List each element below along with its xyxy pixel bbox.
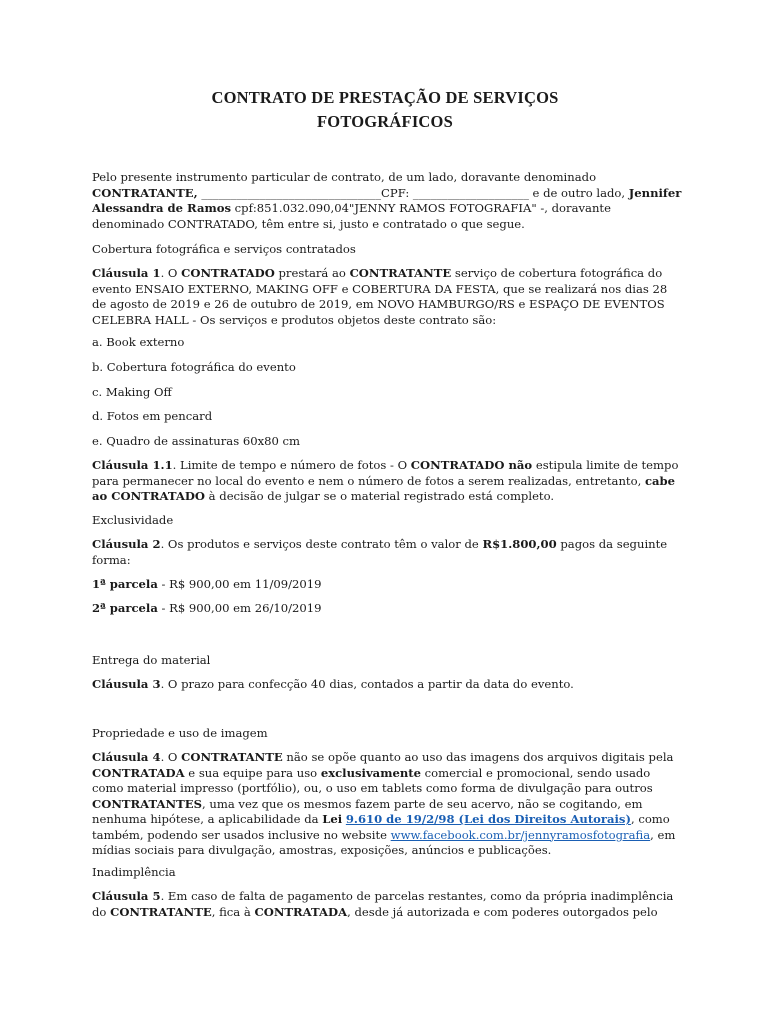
- clause-1-contratado: CONTRATADO: [181, 266, 275, 280]
- clause-1-contratante: CONTRATANTE: [349, 266, 452, 280]
- clause-4-text-5: , uma vez que os mesmos fazem parte de seu acervo, não se cogitando, em nenhuma hipótese, a aplicabilidade da: [92, 796, 643, 826]
- intro-contratante: CONTRATANTE,: [92, 185, 198, 200]
- section-heading-entrega: Entrega do material: [92, 653, 211, 667]
- intro-paragraph: [92, 170, 682, 232]
- installment-2-text: - R$ 900,00 em 26/10/2019: [157, 601, 322, 615]
- clause-4-text-2: não se opõe quanto ao uso das imagens dos arquivos digitais pela: [282, 750, 674, 764]
- section-heading-cobertura: Cobertura fotográfica e serviços contratados: [92, 242, 356, 256]
- clause-4-contratantes: CONTRATANTES: [92, 796, 202, 811]
- intro-text-2: _______________________________CPF: ____________________ e de outro lado,: [197, 185, 629, 200]
- clause-1-1-text-2: estipula limite de tempo para permanecer no local do evento e nem o número de fotos a serem realizadas, entretanto,: [92, 458, 679, 488]
- title-line-2: FOTOGRÁFICOS: [317, 112, 453, 131]
- document-title: [90, 86, 680, 134]
- clause-5: [92, 889, 682, 920]
- clause-1-text-2: prestará ao: [274, 266, 350, 280]
- intro-text-3: cpf:851.032.090,04"JENNY RAMOS FOTOGRAFIA" -, doravante denominado: [92, 201, 611, 231]
- clause-4-text-7: , como também, podendo ser usados inclusive no website: [92, 812, 670, 842]
- clause-4-contratante: CONTRATANTE: [181, 750, 283, 764]
- clause-5-text-1: . Em caso de falta de pagamento de parcelas restantes, como da própria inadimplência do: [92, 889, 674, 919]
- clause-5-label: Cláusula 5: [92, 889, 161, 903]
- clause-4-contratada: CONTRATADA: [92, 765, 185, 780]
- clause-1-1-bold-2: CONTRATADO não: [410, 458, 533, 472]
- clause-4-lei: Lei: [322, 812, 343, 826]
- clause-4-text-1: . O: [160, 750, 182, 764]
- clause-3-text: . O prazo para confecção 40 dias, contados a partir da data do evento.: [160, 677, 574, 691]
- installment-2: [92, 601, 682, 617]
- clause-2-text-1: . Os produtos e serviços deste contrato têm o valor de: [160, 537, 483, 551]
- clause-3: [92, 677, 682, 693]
- section-heading-exclusividade: Exclusividade: [92, 513, 174, 527]
- intro-contratado: CONTRATADO: [167, 216, 255, 231]
- intro-text-1: Pelo presente instrumento particular de contrato, de um lado, doravante denominado: [92, 170, 597, 184]
- intro-name: Jennifer Alessandra de Ramos: [92, 185, 682, 215]
- law-link[interactable]: 9.610 de 19/2/98 (Lei dos Direitos Autorais): [345, 812, 631, 826]
- installment-1-label: 1ª parcela: [92, 577, 158, 591]
- clause-1-1: [92, 458, 682, 505]
- list-item: d. Fotos em pencard: [92, 409, 213, 423]
- clause-3-label: Cláusula 3: [92, 677, 161, 691]
- title-line-1: CONTRATO DE PRESTAÇÃO DE SERVIÇOS: [211, 88, 559, 107]
- clause-1-1-text-1: . Limite de tempo e número de fotos - O: [172, 458, 411, 472]
- clause-5-text-2: , fica à: [211, 904, 255, 919]
- clause-4-label: Cláusula 4: [92, 750, 161, 764]
- list-item: a. Book externo: [92, 335, 185, 349]
- clause-2-label: Cláusula 2: [92, 537, 161, 551]
- clause-4-exclusivamente: exclusivamente: [320, 765, 421, 780]
- clause-1-1-label: Cláusula 1.1: [92, 458, 173, 472]
- clause-1-text-3: serviço de cobertura fotográfica do evento ENSAIO EXTERNO, MAKING OFF e COBERTURA DA FESTA, que se realizará nos dias 28 de agosto de 2019 e 26 de outubro de 2019, em NOVO HAMBURGO/RS e ESPAÇO DE EVENTOS CELEBRA HALL - Os serviços e produtos objetos deste contrato são:: [92, 266, 668, 327]
- clause-5-text-3: , desde já autorizada e com poderes outorgados pelo: [347, 904, 658, 919]
- facebook-link[interactable]: www.facebook.com.br/jennyramosfotografia: [390, 827, 651, 842]
- clause-2-text-2: pagos da seguinte forma:: [92, 537, 668, 567]
- installment-1-text: - R$ 900,00 em 11/09/2019: [157, 577, 322, 591]
- section-heading-propriedade: Propriedade e uso de imagem: [92, 726, 268, 740]
- clause-1-1-bold-3: cabe ao CONTRATADO: [92, 473, 676, 503]
- clause-1-1-text-3: à decisão de julgar se o material registrado está completo.: [204, 489, 555, 503]
- clause-4: [92, 750, 682, 859]
- intro-text-4: , têm entre si, justo e contratado o que segue.: [254, 216, 525, 231]
- clause-2-value: R$1.800,00: [482, 537, 557, 551]
- clause-1: [92, 266, 682, 328]
- installment-1: [92, 577, 682, 593]
- clause-1-text-1: . O: [160, 266, 182, 280]
- clause-5-contratante: CONTRATANTE: [110, 904, 212, 919]
- clause-4-text-8: , em mídias sociais para divulgação, amostras, exposições, anúncios e publicações.: [92, 827, 676, 857]
- list-item: e. Quadro de assinaturas 60x80 cm: [92, 434, 301, 448]
- clause-2: [92, 537, 682, 568]
- section-heading-inadimplencia: Inadimplência: [92, 865, 176, 879]
- list-item: c. Making Off: [92, 385, 172, 399]
- list-item: b. Cobertura fotográfica do evento: [92, 360, 296, 374]
- clause-5-contratada: CONTRATADA: [254, 904, 348, 919]
- clause-1-label: Cláusula 1: [92, 266, 161, 280]
- clause-4-text-3: e sua equipe para uso: [184, 765, 321, 780]
- installment-2-label: 2ª parcela: [92, 601, 158, 615]
- clause-4-text-4: comercial e promocional, sendo usado como material impresso (portfólio), ou, o uso em tablets como forma de divulgação para outros: [92, 765, 653, 795]
